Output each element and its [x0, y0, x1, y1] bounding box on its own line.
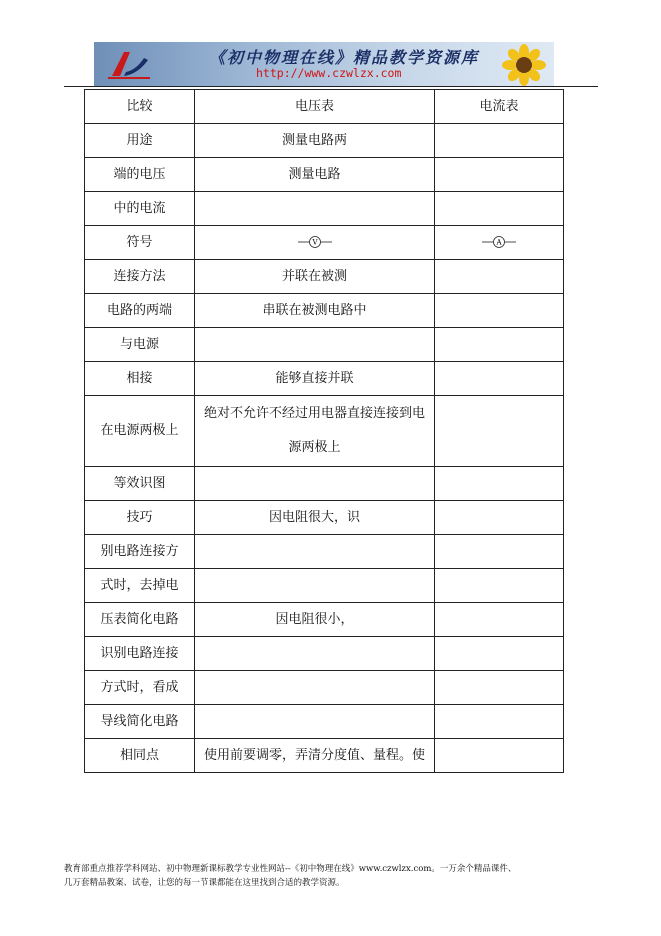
table-row: [85, 294, 564, 328]
header-rule: [64, 86, 598, 87]
ammeter-cell: [435, 124, 564, 158]
voltmeter-cell: [195, 467, 435, 501]
voltmeter-cell: [195, 192, 435, 226]
table-row: [85, 569, 564, 603]
site-logo: [104, 46, 154, 82]
ammeter-cell: [435, 705, 564, 739]
banner-url[interactable]: http://www.czwlzx.com: [256, 66, 402, 80]
voltmeter-cell: 测量电路两: [195, 124, 435, 158]
voltmeter-cell: 并联在被测: [195, 260, 435, 294]
row-label: 与电源: [85, 328, 195, 362]
row-label: 中的电流: [85, 192, 195, 226]
table-row: [85, 467, 564, 501]
footer-line: 教育部重点推荐学科网站、初中物理新课标教学专业性网站--《初中物理在线》www.czwlzx.com。一万余个精品课件、: [64, 864, 517, 874]
row-label: 相同点: [85, 739, 195, 773]
table-row: [85, 158, 564, 192]
row-label: 压表简化电路: [85, 603, 195, 637]
row-label: 方式时，看成: [85, 671, 195, 705]
ammeter-cell: [435, 671, 564, 705]
voltmeter-cell: 测量电路: [195, 158, 435, 192]
table-row: [85, 124, 564, 158]
table-row: [85, 671, 564, 705]
row-label: 电路的两端: [85, 294, 195, 328]
svg-text:A: A: [496, 238, 502, 247]
voltmeter-cell: [195, 569, 435, 603]
banner-title: 《初中物理在线》精品教学资源库: [209, 48, 480, 67]
ammeter-cell: [435, 603, 564, 637]
table-row: [85, 260, 564, 294]
voltmeter-cell: [195, 637, 435, 671]
voltmeter-cell-text: 绝对不允许不经过用电器直接连接到电源两极上: [203, 406, 425, 455]
voltmeter-cell: [195, 396, 435, 467]
table-row: [85, 328, 564, 362]
table-row: [85, 192, 564, 226]
table-row: [85, 739, 564, 773]
voltmeter-symbol-cell: [195, 226, 435, 260]
row-label: 用途: [85, 124, 195, 158]
row-label: 导线简化电路: [85, 705, 195, 739]
table-row: [85, 396, 564, 467]
ammeter-cell: [435, 260, 564, 294]
ammeter-cell: [435, 294, 564, 328]
ammeter-cell: [435, 535, 564, 569]
table-row: [85, 501, 564, 535]
ammeter-cell: [435, 396, 564, 467]
ammeter-symbol-cell: [435, 226, 564, 260]
comparison-table: [84, 89, 564, 773]
ammeter-cell: [435, 362, 564, 396]
voltmeter-cell: [195, 671, 435, 705]
voltmeter-cell: [195, 535, 435, 569]
row-label: 连接方法: [85, 260, 195, 294]
row-label: 别电路连接方: [85, 535, 195, 569]
ammeter-cell: [435, 192, 564, 226]
header-cell: 比较: [85, 90, 195, 124]
ammeter-cell: [435, 637, 564, 671]
voltmeter-cell: 串联在被测电路中: [195, 294, 435, 328]
table-row: [85, 535, 564, 569]
voltmeter-cell: 能够直接并联: [195, 362, 435, 396]
ammeter-symbol-icon: [482, 235, 516, 249]
ammeter-cell: [435, 739, 564, 773]
ammeter-cell: [435, 328, 564, 362]
table-row: [85, 362, 564, 396]
ammeter-cell: [435, 467, 564, 501]
sunflower-icon: [494, 44, 554, 86]
table-header-row: [85, 90, 564, 124]
row-label: 式时，去掉电: [85, 569, 195, 603]
header-cell: 电压表: [195, 90, 435, 124]
voltmeter-symbol-icon: [298, 235, 332, 249]
voltmeter-cell: 因电阻很小，: [195, 603, 435, 637]
voltmeter-cell: [195, 705, 435, 739]
ammeter-cell: [435, 501, 564, 535]
voltmeter-cell: [195, 328, 435, 362]
voltmeter-cell: 使用前要调零，弄清分度值、量程。使: [195, 739, 435, 773]
table-row: [85, 705, 564, 739]
row-label: 在电源两极上: [85, 396, 195, 467]
row-label: 相接: [85, 362, 195, 396]
row-label: 识别电路连接: [85, 637, 195, 671]
footer-line: 几万套精品教案、试卷，让您的每一节课都能在这里找到合适的教学资源。: [64, 878, 345, 888]
page-footer: [64, 862, 604, 890]
table-row: [85, 226, 564, 260]
row-label: 符号: [85, 226, 195, 260]
table-row: [85, 637, 564, 671]
voltmeter-cell: 因电阻很大，识: [195, 501, 435, 535]
row-label: 端的电压: [85, 158, 195, 192]
row-label: 技巧: [85, 501, 195, 535]
svg-text:V: V: [311, 238, 318, 247]
row-label: 等效识图: [85, 467, 195, 501]
ammeter-cell: [435, 158, 564, 192]
header-banner: [94, 42, 554, 86]
table-row: [85, 603, 564, 637]
header-cell: 电流表: [435, 90, 564, 124]
ammeter-cell: [435, 569, 564, 603]
